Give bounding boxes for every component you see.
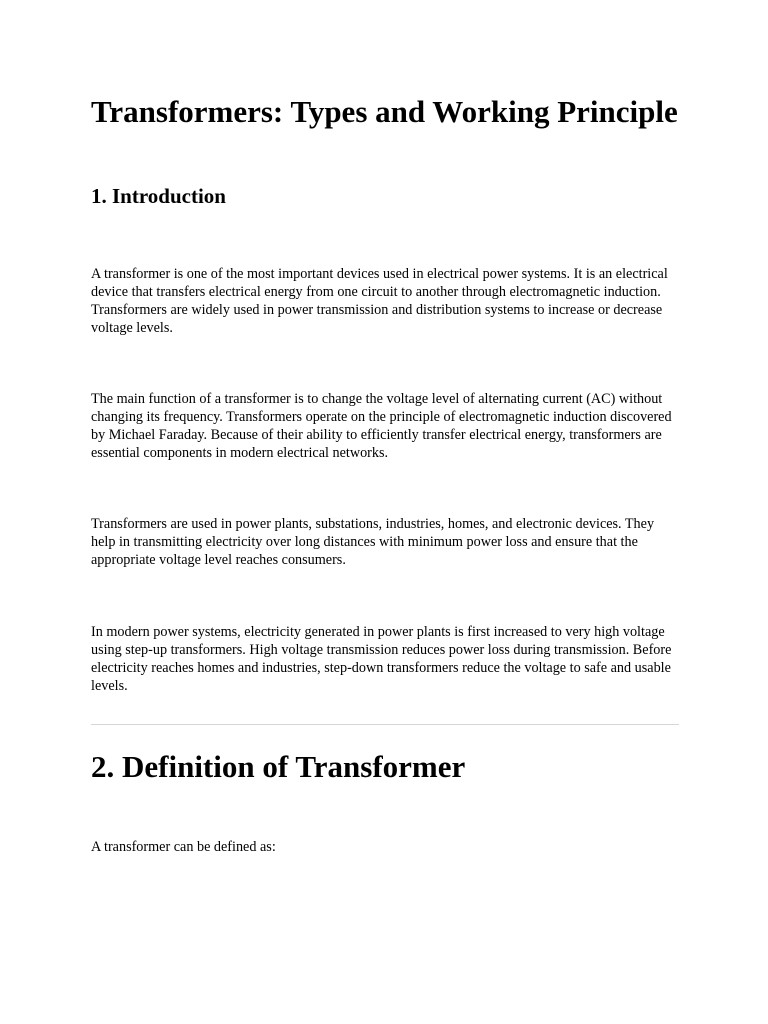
section-heading-definition: 2. Definition of Transformer bbox=[91, 749, 466, 784]
intro-paragraph-1: A transformer is one of the most important devices used in electrical power systems. It is an electrical device that transfers electrical energy from one circuit to another through electromagnetic induction. Transformers are widely used in power transmission and distribution systems to increase or decrease voltage levels. bbox=[91, 266, 668, 336]
intro-paragraph-2: The main function of a transformer is to change the voltage level of alternating current (AC) without changing its frequency. Transformers operate on the principle of electromagnetic induction discovered by Michael Faraday. Because of their ability to efficiently transfer electrical energy, transformers are essential components in modern electrical networks. bbox=[91, 391, 672, 461]
definition-paragraph-1: A transformer can be defined as: bbox=[91, 839, 276, 855]
intro-paragraph-3: Transformers are used in power plants, substations, industries, homes, and electronic devices. They help in transmitting electricity over long distances with minimum power loss and ensure that the appropriate voltage level reaches consumers. bbox=[91, 516, 655, 568]
section-divider bbox=[91, 724, 679, 725]
intro-paragraph-4: In modern power systems, electricity generated in power plants is first increased to very high voltage using step-up transformers. High voltage transmission reduces power loss during transmission. Before electricity reaches homes and industries, step-down transformers reduce the voltage to safe and usable levels. bbox=[91, 624, 672, 694]
page-title: Transformers: Types and Working Principle bbox=[91, 94, 678, 129]
section-heading-introduction: 1. Introduction bbox=[91, 184, 226, 208]
